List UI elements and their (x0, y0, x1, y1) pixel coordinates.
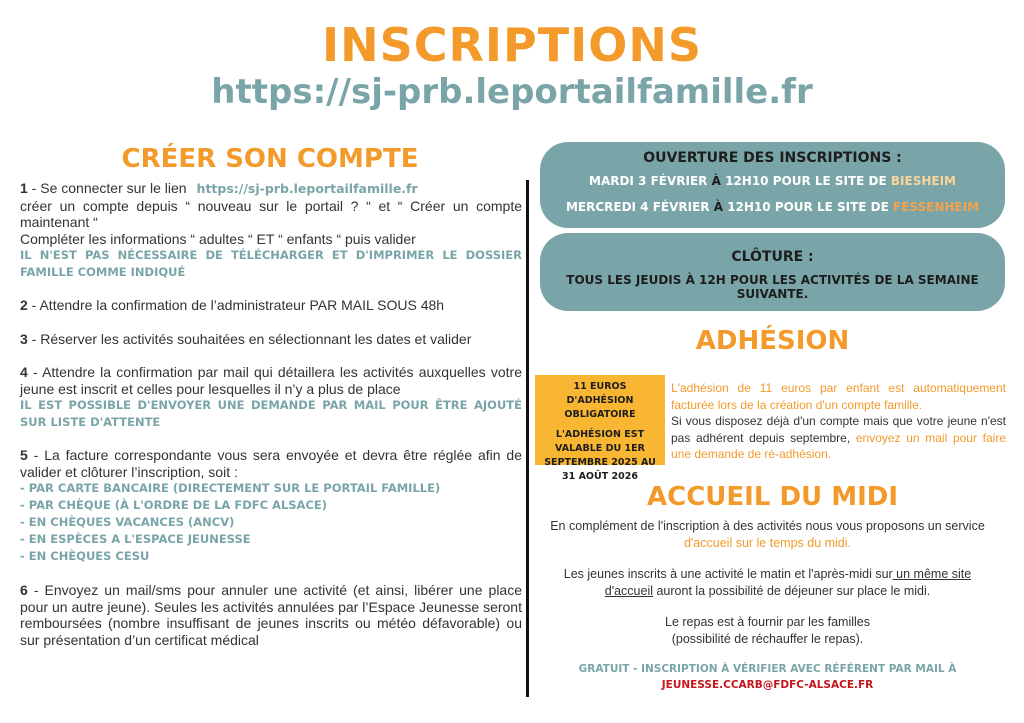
closing-line: TOUS LES JEUDIS À 12H POUR LES ACTIVITÉS DE LA SEMAINE SUIVANTE. (566, 273, 979, 301)
step-text: - La facture correspondante vous sera envoyée et devra être réglée afin de valider et clôturer l’inscription, soit : (20, 447, 522, 480)
adhesion-badge-validity: L'ADHÉSION EST VALABLE DU 1ER SEPTEMBRE 2025 AU 31 AOÛT 2026 (544, 429, 656, 482)
opening-time: 12H10 POUR LE SITE DE (720, 174, 891, 188)
step-text: - Envoyez un mail/sms pour annuler une activité (et ainsi, libérer une place pour un autre jeune). Seules les activités annulées par l’Espace Jeunesse seront remboursées (nombre insuffisant de jeunes inscrits ou météo défavorable) ou sur présentation d’un certificat médical (20, 582, 522, 648)
step-1 (20, 180, 522, 247)
step-text: - Réserver les activités souhaitées en sélectionnant les dates et valider (27, 330, 472, 347)
payment-method: - EN ESPÈCES A L'ESPACE JEUNESSE (20, 532, 251, 546)
lunch-text: auront la possibilité de déjeuner sur place le midi. (653, 583, 931, 598)
opening-panel (540, 142, 1005, 228)
site-name: BIESHEIM (890, 174, 956, 188)
create-account-heading: CRÉER SON COMPTE (121, 144, 419, 174)
lunch-text-highlight: d'accueil sur le temps du midi. (683, 535, 852, 550)
lunch-p3 (545, 614, 990, 647)
portal-url[interactable]: https://sj-prb.leportailfamille.fr (211, 72, 813, 112)
opening-time: 12H10 POUR LE SITE DE (723, 200, 893, 214)
portal-link[interactable]: https://sj-prb.leportailfamille.fr (196, 181, 418, 196)
lunch-text: Le repas est à fournir par les familles (665, 615, 870, 629)
step-number: 5 (20, 447, 28, 463)
opening-at: À (711, 174, 721, 188)
step-number: 6 (20, 582, 28, 598)
site-name: FESSENHEIM (893, 200, 980, 214)
adhesion-badge-price: 11 EUROS D'ADHÉSION OBLIGATOIRE (564, 381, 636, 420)
step-5 (20, 447, 522, 480)
contact-email[interactable]: JEUNESSE.CCARB@FDFC-ALSACE.FR (661, 679, 874, 691)
step-number: 1 (20, 180, 28, 196)
payment-method: - PAR CARTE BANCAIRE (DIRECTEMENT SUR LE PORTAIL FAMILLE) (20, 481, 441, 495)
step-text: - Attendre la confirmation par mail qui détaillera les activités auxquelles votre jeune est inscrit et celles pour lesquelles il n’y a plus de place (20, 364, 522, 397)
closing-title: CLÔTURE : (731, 249, 814, 265)
column-divider (526, 180, 529, 697)
adhesion-heading: ADHÉSION (695, 326, 850, 356)
lunch-text-underline: un même site d'accueil (604, 567, 972, 598)
adhesion-text (671, 380, 1006, 463)
adhesion-text-auto: L'adhésion de 11 euros par enfant est automatiquement facturée lors de la création d'un compte famille. (671, 381, 1006, 412)
opening-at: À (713, 200, 724, 214)
opening-line-biesheim (540, 168, 1005, 194)
step-text: créer un compte depuis “ nouveau sur le portail ? “ et “ Créer un compte maintenant “ (20, 197, 522, 230)
payment-method: - EN CHÈQUES CESU (20, 549, 150, 563)
step-text: - Attendre la confirmation de l’administrateur PAR MAIL SOUS 48h (27, 297, 445, 313)
step-number: 2 (20, 297, 28, 313)
create-account-steps (20, 180, 522, 648)
step-number: 3 (20, 330, 28, 347)
lunch-p2 (545, 566, 990, 599)
step-number: 4 (20, 364, 28, 380)
payment-method: - EN CHÈQUES VACANCES (ANCV) (20, 515, 235, 529)
step-2 (20, 297, 522, 314)
lunch-text: (possibilité de réchauffer le repas). (671, 631, 864, 646)
lunch-text: En complément de l'inscription à des activités nous vous proposons un service (550, 519, 985, 533)
opening-line-fessenheim (540, 194, 1005, 220)
step-6 (20, 582, 522, 648)
opening-date: MERCREDI 4 FÉVRIER (565, 200, 714, 214)
lunch-body (545, 518, 990, 694)
step-3 (20, 331, 522, 348)
lunch-free-note: GRATUIT - INSCRIPTION À VÉRIFIER AVEC RÉFÉRENT PAR MAIL À (578, 663, 957, 675)
opening-date: MARDI 3 FÉVRIER (589, 174, 712, 188)
payment-method: - PAR CHÈQUE (À L'ORDRE DE LA FDFC ALSACE) (20, 498, 328, 512)
opening-title: OUVERTURE DES INSCRIPTIONS : (643, 150, 902, 166)
adhesion-text-request: envoyez un mail pour faire une demande de ré-adhésion. (671, 430, 1006, 462)
step-text: Compléter les informations “ adultes “ ET “ enfants “ puis valider (20, 230, 416, 247)
step-4-note: IL EST POSSIBLE D'ENVOYER UNE DEMANDE PAR MAIL POUR ÊTRE AJOUTÉ SUR LISTE D'ATTENTE (20, 398, 522, 429)
step-text: - Se connecter sur le lien (27, 180, 187, 196)
lunch-text: Les jeunes inscrits à une activité le matin et l'après-midi sur (563, 567, 893, 581)
adhesion-badge (535, 375, 665, 482)
adhesion-text-existing: Si vous disposez déjà d'un compte mais que votre jeune n'est pas adhérent depuis septembre, (671, 414, 1006, 445)
page-title: INSCRIPTIONS (322, 18, 702, 72)
lunch-p1 (545, 518, 990, 551)
closing-panel (540, 233, 1005, 311)
lunch-heading: ACCUEIL DU MIDI (647, 482, 898, 512)
step-1-note: IL N'EST PAS NÉCESSAIRE DE TÉLÉCHARGER ET D'IMPRIMER LE DOSSIER FAMILLE COMME INDIQUÉ (20, 248, 522, 279)
step-4 (20, 364, 522, 397)
